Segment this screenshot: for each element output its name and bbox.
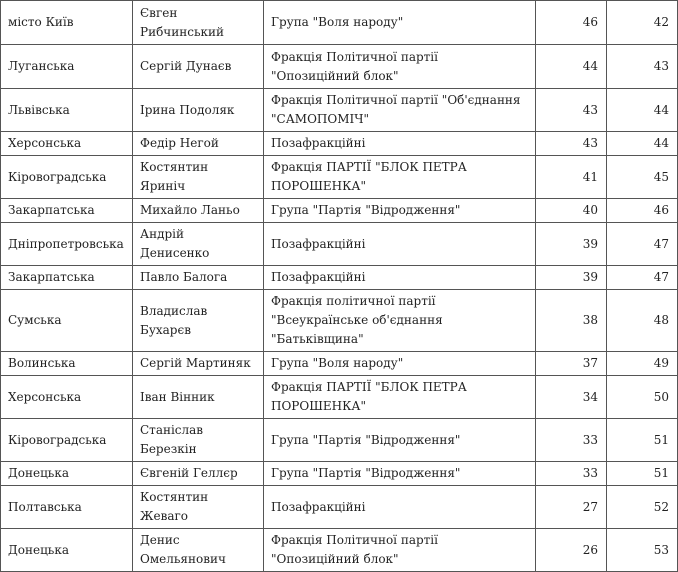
faction-cell: Група "Партія "Відродження" xyxy=(264,462,536,486)
region-cell: Закарпатська xyxy=(1,266,133,290)
table-row xyxy=(1,132,678,156)
table-row xyxy=(1,290,678,352)
region-cell: Полтавська xyxy=(1,486,133,529)
table-row xyxy=(1,376,678,419)
region-cell: Сумська xyxy=(1,290,133,352)
faction-cell: Позафракційні xyxy=(264,223,536,266)
faction-cell: Позафракційні xyxy=(264,266,536,290)
value-cell-1: 43 xyxy=(536,89,607,132)
table-row xyxy=(1,1,678,45)
value-cell-1: 33 xyxy=(536,462,607,486)
value-cell-2: 46 xyxy=(607,199,678,223)
value-cell-2: 43 xyxy=(607,45,678,89)
table-row xyxy=(1,223,678,266)
value-cell-2: 51 xyxy=(607,419,678,462)
deputy-name-cell: Сергій Мартиняк xyxy=(133,352,264,376)
value-cell-1: 39 xyxy=(536,223,607,266)
value-cell-2: 45 xyxy=(607,156,678,199)
deputy-name-cell: Костянтин Яриніч xyxy=(133,156,264,199)
value-cell-1: 43 xyxy=(536,132,607,156)
region-cell: Волинська xyxy=(1,352,133,376)
value-cell-2: 53 xyxy=(607,529,678,572)
deputy-name-cell: Павло Балога xyxy=(133,266,264,290)
deputy-name-cell: Іван Вінник xyxy=(133,376,264,419)
faction-cell: Група "Партія "Відродження" xyxy=(264,419,536,462)
value-cell-2: 52 xyxy=(607,486,678,529)
value-cell-2: 44 xyxy=(607,89,678,132)
faction-cell: Фракція Політичної партії "Опозиційний блок" xyxy=(264,45,536,89)
value-cell-1: 38 xyxy=(536,290,607,352)
value-cell-1: 46 xyxy=(536,1,607,45)
table-row xyxy=(1,462,678,486)
value-cell-1: 33 xyxy=(536,419,607,462)
value-cell-1: 27 xyxy=(536,486,607,529)
table-row xyxy=(1,266,678,290)
table-row xyxy=(1,89,678,132)
value-cell-2: 48 xyxy=(607,290,678,352)
value-cell-1: 37 xyxy=(536,352,607,376)
table-row xyxy=(1,199,678,223)
faction-cell: Фракція ПАРТІЇ "БЛОК ПЕТРА ПОРОШЕНКА" xyxy=(264,376,536,419)
faction-cell: Група "Воля народу" xyxy=(264,1,536,45)
value-cell-2: 44 xyxy=(607,132,678,156)
table-row xyxy=(1,45,678,89)
table-row xyxy=(1,529,678,572)
value-cell-2: 50 xyxy=(607,376,678,419)
value-cell-1: 26 xyxy=(536,529,607,572)
region-cell: Херсонська xyxy=(1,132,133,156)
deputy-name-cell: Євгеній Геллєр xyxy=(133,462,264,486)
table-body xyxy=(1,0,678,572)
deputy-name-cell: Сергій Дунаєв xyxy=(133,45,264,89)
deputy-name-cell: Андрій Денисенко xyxy=(133,223,264,266)
deputy-name-cell: Михайло Ланьо xyxy=(133,199,264,223)
region-cell: Закарпатська xyxy=(1,199,133,223)
value-cell-1: 44 xyxy=(536,45,607,89)
value-cell-1: 39 xyxy=(536,266,607,290)
faction-cell: Позафракційні xyxy=(264,132,536,156)
value-cell-1: 41 xyxy=(536,156,607,199)
value-cell-2: 51 xyxy=(607,462,678,486)
faction-cell: Група "Воля народу" xyxy=(264,352,536,376)
faction-cell: Фракція ПАРТІЇ "БЛОК ПЕТРА ПОРОШЕНКА" xyxy=(264,156,536,199)
region-cell: Львівська xyxy=(1,89,133,132)
value-cell-1: 40 xyxy=(536,199,607,223)
value-cell-2: 42 xyxy=(607,1,678,45)
deputy-name-cell: Владислав Бухарєв xyxy=(133,290,264,352)
deputy-name-cell: Федір Негой xyxy=(133,132,264,156)
region-cell: Донецька xyxy=(1,529,133,572)
region-cell: Донецька xyxy=(1,462,133,486)
deputy-name-cell: Станіслав Березкін xyxy=(133,419,264,462)
region-cell: Кіровоградська xyxy=(1,419,133,462)
region-cell: місто Київ xyxy=(1,1,133,45)
region-cell: Дніпропетровська xyxy=(1,223,133,266)
region-cell: Херсонська xyxy=(1,376,133,419)
region-cell: Кіровоградська xyxy=(1,156,133,199)
faction-cell: Фракція політичної партії "Всеукраїнське об'єднання "Батьківщина" xyxy=(264,290,536,352)
deputy-name-cell: Костянтин Жеваго xyxy=(133,486,264,529)
region-cell: Луганська xyxy=(1,45,133,89)
table-row xyxy=(1,419,678,462)
table-row xyxy=(1,486,678,529)
faction-cell: Фракція Політичної партії "Об'єднання "САМОПОМІЧ" xyxy=(264,89,536,132)
deputy-name-cell: Ірина Подоляк xyxy=(133,89,264,132)
value-cell-2: 49 xyxy=(607,352,678,376)
value-cell-1: 34 xyxy=(536,376,607,419)
deputy-name-cell: Денис Омельянович xyxy=(133,529,264,572)
value-cell-2: 47 xyxy=(607,223,678,266)
table-row xyxy=(1,352,678,376)
deputy-name-cell: Євген Рибчинський xyxy=(133,1,264,45)
value-cell-2: 47 xyxy=(607,266,678,290)
faction-cell: Група "Партія "Відродження" xyxy=(264,199,536,223)
faction-cell: Позафракційні xyxy=(264,486,536,529)
faction-cell: Фракція Політичної партії "Опозиційний блок" xyxy=(264,529,536,572)
table-row xyxy=(1,156,678,199)
